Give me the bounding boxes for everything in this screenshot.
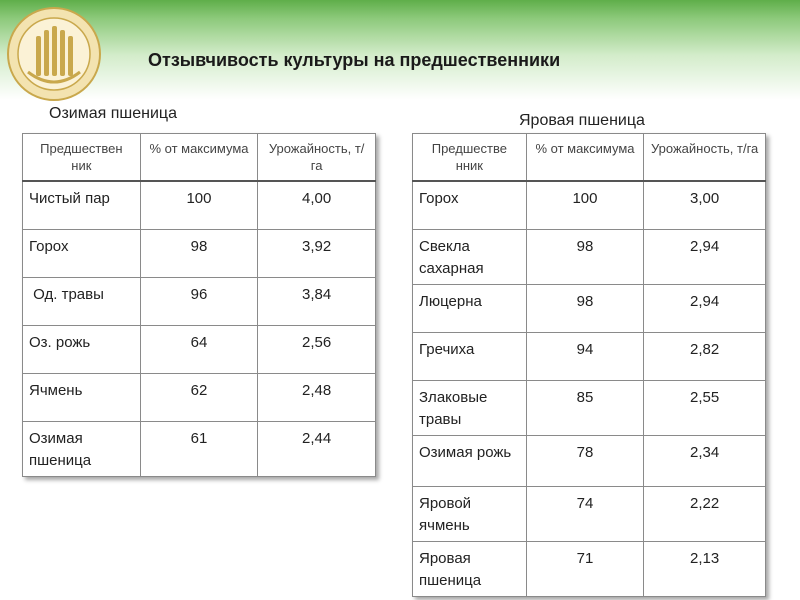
- percent-cell: 71: [526, 541, 644, 596]
- predecessor-cell: Оз. рожь: [23, 325, 141, 373]
- predecessor-cell: Од. травы: [23, 277, 141, 325]
- spring-wheat-label: Яровая пшеница: [519, 112, 645, 129]
- header-yield: Урожайность, т/га: [258, 134, 376, 182]
- table-row: [413, 435, 766, 486]
- table-row: [413, 486, 766, 541]
- table-row: [413, 541, 766, 596]
- yield-cell: 3,00: [644, 181, 766, 229]
- yield-cell: 2,44: [258, 421, 376, 476]
- yield-cell: 2,34: [644, 435, 766, 486]
- yield-cell: 2,82: [644, 332, 766, 380]
- table-row: [23, 229, 376, 277]
- yield-cell: 4,00: [258, 181, 376, 229]
- table-row: [413, 332, 766, 380]
- table-row: [413, 380, 766, 435]
- percent-cell: 98: [140, 229, 258, 277]
- header-percent: % от максимума: [526, 134, 644, 182]
- predecessor-cell: Горох: [23, 229, 141, 277]
- yield-cell: 2,94: [644, 284, 766, 332]
- predecessor-cell: Яровая пшеница: [413, 541, 527, 596]
- percent-cell: 78: [526, 435, 644, 486]
- spring-wheat-table: [412, 133, 766, 597]
- percent-cell: 98: [526, 229, 644, 284]
- table-row: [413, 229, 766, 284]
- percent-cell: 96: [140, 277, 258, 325]
- yield-cell: 2,13: [644, 541, 766, 596]
- percent-cell: 74: [526, 486, 644, 541]
- page-title: Отзывчивость культуры на предшественники: [148, 50, 561, 70]
- percent-cell: 100: [526, 181, 644, 229]
- yield-cell: 2,94: [644, 229, 766, 284]
- percent-cell: 98: [526, 284, 644, 332]
- yield-cell: 2,55: [644, 380, 766, 435]
- wheat-emblem-icon: [6, 6, 102, 102]
- yield-cell: 3,84: [258, 277, 376, 325]
- predecessor-cell: Озимая пшеница: [23, 421, 141, 476]
- header-predecessor: Предшестве нник: [413, 134, 527, 182]
- predecessor-cell: Ячмень: [23, 373, 141, 421]
- header-percent: % от максимума: [140, 134, 258, 182]
- header-yield: Урожайность, т/га: [644, 134, 766, 182]
- table-row: [413, 181, 766, 229]
- table-row: [23, 277, 376, 325]
- predecessor-cell: Озимая рожь: [413, 435, 527, 486]
- predecessor-cell: Свекла сахарная: [413, 229, 527, 284]
- table-row: [413, 284, 766, 332]
- winter-wheat-table: [22, 133, 376, 477]
- predecessor-cell: Гречиха: [413, 332, 527, 380]
- table-row: [23, 373, 376, 421]
- yield-cell: 2,22: [644, 486, 766, 541]
- yield-cell: 2,48: [258, 373, 376, 421]
- predecessor-cell: Злаковые травы: [413, 380, 527, 435]
- header-predecessor: Предшествен ник: [23, 134, 141, 182]
- percent-cell: 62: [140, 373, 258, 421]
- percent-cell: 61: [140, 421, 258, 476]
- winter-wheat-label: Озимая пшеница: [49, 105, 177, 122]
- predecessor-cell: Горох: [413, 181, 527, 229]
- yield-cell: 2,56: [258, 325, 376, 373]
- percent-cell: 85: [526, 380, 644, 435]
- yield-cell: 3,92: [258, 229, 376, 277]
- percent-cell: 100: [140, 181, 258, 229]
- percent-cell: 64: [140, 325, 258, 373]
- predecessor-cell: Яровой ячмень: [413, 486, 527, 541]
- predecessor-cell: Чистый пар: [23, 181, 141, 229]
- table-row: [23, 421, 376, 476]
- predecessor-cell: Люцерна: [413, 284, 527, 332]
- table-row: [23, 181, 376, 229]
- table-row: [23, 325, 376, 373]
- percent-cell: 94: [526, 332, 644, 380]
